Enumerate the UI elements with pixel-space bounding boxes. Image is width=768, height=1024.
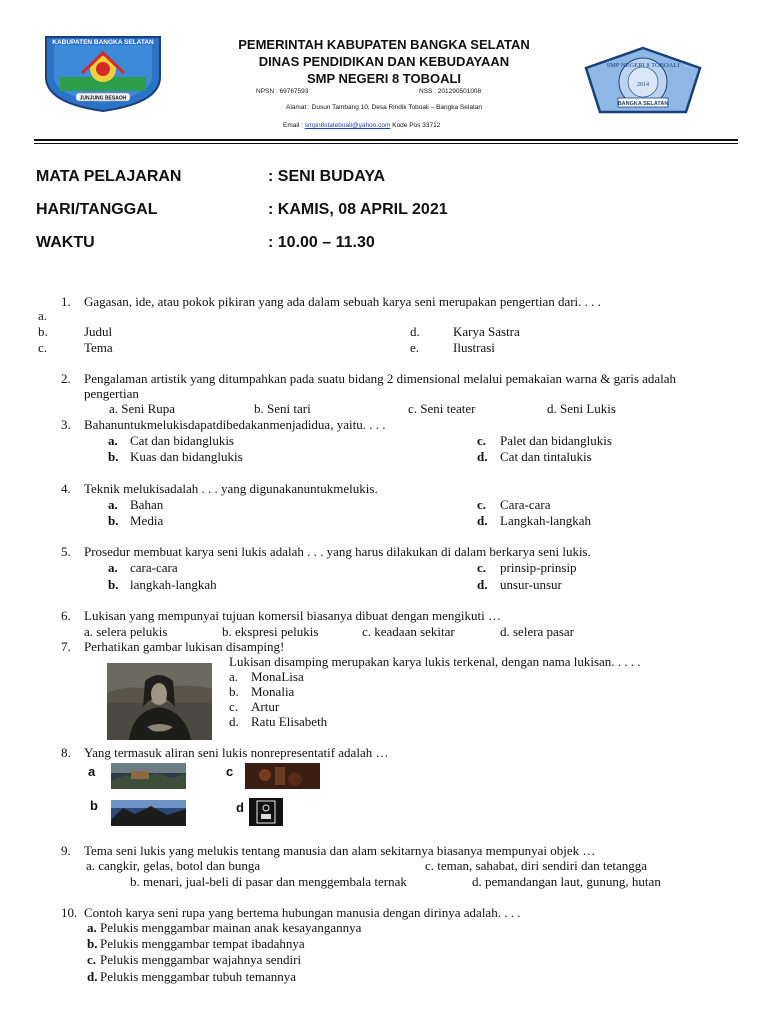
question-text: Lukisan yang mempunyai tujuan komersil biasanya dibuat dengan mengikuti …	[84, 608, 501, 623]
left-logo-bottom-text: JUNJUNG BESAOH	[79, 95, 127, 102]
question-text: Contoh karya seni rupa yang bertema hubungan manusia dengan dirinya adalah. . . .	[84, 905, 521, 920]
option-d: d. pemandangan laut, gunung, hutan	[472, 874, 661, 889]
question-text: Yang termasuk aliran seni lukis nonrepresentatif adalah …	[84, 745, 389, 760]
option-letter: a.	[38, 308, 48, 323]
question-text: Pengalaman artistik yang ditumpahkan pada suatu bidang 2 dimensional melalui pemakaian warna & garis adalah	[84, 371, 677, 386]
option-letter: c.	[38, 340, 48, 355]
option-text: Bahan	[130, 497, 164, 512]
option-text: Media	[130, 513, 164, 528]
option-letter: b	[90, 798, 98, 813]
question-number: 7.	[61, 639, 71, 654]
school-logo	[582, 46, 704, 118]
option-letter: c.	[87, 952, 97, 967]
address-text: Alamat : Dusun Tambang 10, Desa Rindik Toboali – Bangka Selatan	[286, 104, 482, 111]
option-letter: d	[236, 800, 244, 815]
question-number: 5.	[61, 544, 71, 559]
dept-title: DINAS PENDIDIKAN DAN KEBUDAYAAN	[258, 54, 510, 69]
option-letter: b.	[229, 684, 239, 699]
option-c: c. teman, sahabat, diri sendiri dan tetangga	[425, 858, 648, 873]
time-label: WAKTU	[36, 234, 95, 251]
option-letter: a.	[229, 669, 239, 684]
option-d: d. selera pasar	[500, 624, 574, 639]
school-title: SMP NEGERI 8 TOBOALI	[306, 71, 462, 86]
option-b: b. menari, jual-beli di pasar dan menggembala ternak	[130, 874, 407, 889]
day-label: HARI/TANGGAL	[36, 201, 158, 218]
painting-option-a	[111, 763, 186, 789]
right-logo-bottom-text: BANGKA SELATAN	[617, 101, 669, 107]
option-text: Kuas dan bidanglukis	[130, 449, 243, 464]
option-text: Judul	[84, 324, 113, 339]
option-text: Artur	[251, 699, 280, 714]
painting-option-d	[249, 798, 283, 826]
option-letter: b.	[38, 324, 48, 339]
option-text: Ratu Elisabeth	[251, 714, 328, 729]
option-letter: d.	[477, 513, 488, 528]
option-text: langkah-langkah	[130, 577, 217, 592]
question-number: 9.	[61, 843, 71, 858]
option-text: Pelukis menggambar tempat ibadahnya	[100, 936, 305, 951]
option-text: MonaLisa	[251, 669, 304, 684]
option-text: Monalia	[251, 684, 295, 699]
option-letter: d.	[87, 969, 98, 984]
option-c: c. Seni teater	[408, 401, 476, 416]
question-text-cont: pengertian	[84, 386, 139, 401]
contact-line	[283, 122, 440, 129]
npsn-text: NPSN : 69767593	[256, 88, 309, 95]
option-letter: d.	[477, 449, 488, 464]
question-text: Gagasan, ide, atau pokok pikiran yang ada dalam sebuah karya seni merupakan pengertian dari. . . .	[84, 294, 601, 309]
option-text: Cara-cara	[500, 497, 551, 512]
header-divider-thin	[34, 143, 738, 144]
option-letter: a.	[87, 920, 97, 935]
gov-title: PEMERINTAH KABUPATEN BANGKA SELATAN	[238, 37, 530, 52]
option-b: b. Seni tari	[254, 401, 311, 416]
mona-lisa-painting	[107, 663, 212, 740]
option-letter: e.	[410, 340, 420, 355]
right-logo-top-text: SMP NEGERI 8 TOBOALI	[606, 62, 680, 69]
option-text: Karya Sastra	[453, 324, 520, 339]
option-text: unsur-unsur	[500, 577, 562, 592]
question-number: 1.	[61, 294, 71, 309]
option-letter: d.	[410, 324, 420, 339]
nss-text: NSS : 201290501008	[419, 88, 482, 95]
question-text: Bahanuntukmelukisdapatdibedakanmenjadidua, yaitu. . . .	[84, 417, 386, 432]
day-value: : KAMIS, 08 APRIL 2021	[268, 201, 448, 218]
postal-code: Kode Pos 33712	[392, 122, 441, 129]
option-letter: d.	[229, 714, 239, 729]
option-text: Tema	[84, 340, 113, 355]
option-a: a. cangkir, gelas, botol dan bunga	[86, 858, 261, 873]
option-a: a. selera pelukis	[84, 624, 168, 639]
option-letter: b.	[108, 449, 119, 464]
option-text: Pelukis menggambar tubuh temannya	[100, 969, 297, 984]
option-letter: c.	[229, 699, 239, 714]
option-text: cara-cara	[130, 560, 178, 575]
header-divider-thick	[34, 139, 738, 141]
option-text: Langkah-langkah	[500, 513, 591, 528]
option-text: Ilustrasi	[453, 340, 495, 355]
option-text: Palet dan bidanglukis	[500, 433, 612, 448]
question-number: 4.	[61, 481, 71, 496]
option-text: Pelukis menggambar mainan anak kesayangannya	[100, 920, 362, 935]
question-number: 3.	[61, 417, 71, 432]
painting-option-c	[245, 763, 320, 789]
option-a: a. Seni Rupa	[109, 401, 176, 416]
question-number: 6.	[61, 608, 71, 623]
option-letter: a.	[108, 560, 118, 575]
option-letter: b.	[87, 936, 98, 951]
email-label: Email :	[283, 122, 303, 129]
option-letter: c.	[477, 433, 487, 448]
time-value: : 10.00 – 11.30	[268, 234, 375, 251]
option-letter: d.	[477, 577, 488, 592]
subject-label: MATA PELAJARAN	[36, 168, 182, 185]
option-letter: b.	[108, 513, 119, 528]
option-letter: b.	[108, 577, 119, 592]
question-text: Prosedur membuat karya seni lukis adalah . . . yang harus dilakukan di dalam berkarya seni lukis.	[84, 544, 591, 559]
option-text: Cat dan bidanglukis	[130, 433, 234, 448]
question-text: Teknik melukisadalah . . . yang digunakanuntukmelukis.	[84, 481, 378, 496]
subject-value: : SENI BUDAYA	[268, 168, 386, 185]
option-letter: c.	[477, 497, 487, 512]
question-number: 2.	[61, 371, 71, 386]
email-link[interactable]: smpn8stateboali@yahoo.com	[304, 122, 391, 129]
question-text-cont: Lukisan disamping merupakan karya lukis terkenal, dengan nama lukisan. . . . .	[229, 654, 641, 669]
option-c: c. keadaan sekitar	[362, 624, 455, 639]
option-text: prinsip-prinsip	[500, 560, 577, 575]
option-letter: a.	[108, 433, 118, 448]
option-text: Cat dan tintalukis	[500, 449, 592, 464]
option-letter: c	[226, 764, 234, 779]
question-number: 10.	[61, 905, 78, 920]
question-number: 8.	[61, 745, 71, 760]
option-text: Pelukis menggambar wajahnya sendiri	[100, 952, 302, 967]
option-letter: c.	[477, 560, 487, 575]
option-letter: a.	[108, 497, 118, 512]
option-letter: a	[88, 764, 96, 779]
question-text: Tema seni lukis yang melukis tentang manusia dan alam sekitarnya biasanya mempunyai objek …	[84, 843, 596, 858]
option-b: b. ekspresi pelukis	[222, 624, 319, 639]
option-d: d. Seni Lukis	[547, 401, 616, 416]
right-logo-year: 2014	[637, 82, 649, 88]
question-text: Perhatikan gambar lukisan disamping!	[84, 639, 285, 654]
left-logo-top-text: KABUPATEN BANGKA SELATAN	[52, 39, 154, 46]
painting-option-b	[111, 800, 186, 826]
